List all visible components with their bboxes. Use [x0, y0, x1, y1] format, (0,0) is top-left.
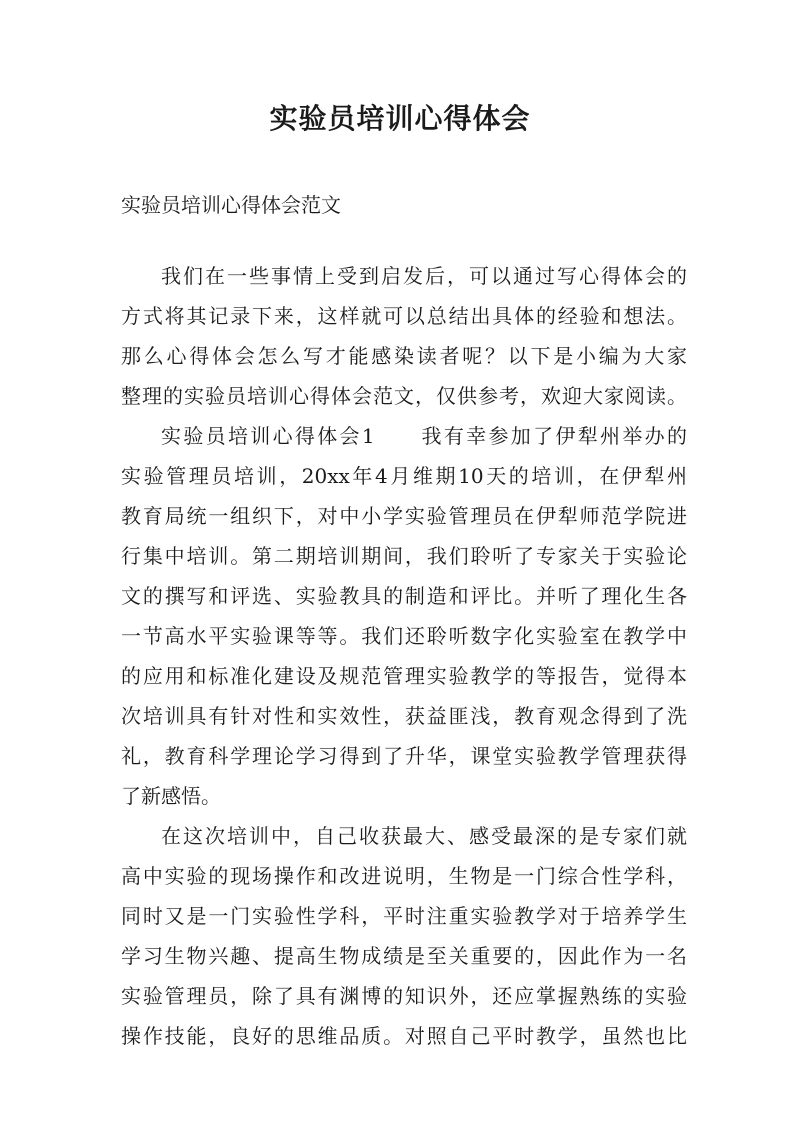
paragraph-line: 实验管理员，除了具有渊博的知识外，还应掌握熟练的实验	[121, 984, 687, 1008]
paragraph-line: 行集中培训。第二期培训期间，我们聆听了专家关于实验论	[121, 544, 687, 568]
paragraph-line: 实验员培训心得体会1 我有幸参加了伊犁州举办的	[161, 424, 687, 448]
paragraph-line: 那么心得体会怎么写才能感染读者呢？以下是小编为大家	[121, 344, 687, 368]
paragraph-line: 我们在一些事情上受到启发后，可以通过写心得体会的	[161, 264, 687, 288]
paragraph-line: 在这次培训中，自己收获最大、感受最深的是专家们就	[161, 824, 687, 848]
paragraph-line: 实验管理员培训，20xx年4月维期10天的培训，在伊犁州	[121, 464, 687, 488]
paragraph-line: 教育局统一组织下，对中小学实验管理员在伊犁师范学院进	[121, 504, 687, 528]
paragraph-line: 次培训具有针对性和实效性，获益匪浅，教育观念得到了洗	[121, 704, 687, 728]
paragraph-line: 文的撰写和评选、实验教具的制造和评比。并听了理化生各	[121, 584, 687, 608]
paragraph-line: 方式将其记录下来，这样就可以总结出具体的经验和想法。	[121, 304, 687, 328]
paragraph-line: 了新感悟。	[121, 784, 221, 808]
paragraph-line: 一节高水平实验课等等。我们还聆听数字化实验室在教学中	[121, 624, 687, 648]
paragraph-line: 同时又是一门实验性学科，平时注重实验教学对于培养学生	[121, 904, 687, 928]
paragraph-line: 礼，教育科学理论学习得到了升华，课堂实验教学管理获得	[121, 744, 687, 768]
paragraph-line: 的应用和标准化建设及规范管理实验教学的等报告，觉得本	[121, 664, 687, 688]
paragraph-line: 操作技能，良好的思维品质。对照自己平时教学，虽然也比	[121, 1024, 687, 1048]
paragraph-line: 整理的实验员培训心得体会范文，仅供参考，欢迎大家阅读。	[121, 384, 687, 408]
document-title: 实验员培训心得体会	[269, 102, 531, 135]
document-subtitle: 实验员培训心得体会范文	[121, 193, 341, 217]
paragraph-line: 高中实验的现场操作和改进说明，生物是一门综合性学科，	[121, 864, 687, 888]
paragraph-line: 学习生物兴趣、提高生物成绩是至关重要的，因此作为一名	[121, 944, 687, 968]
